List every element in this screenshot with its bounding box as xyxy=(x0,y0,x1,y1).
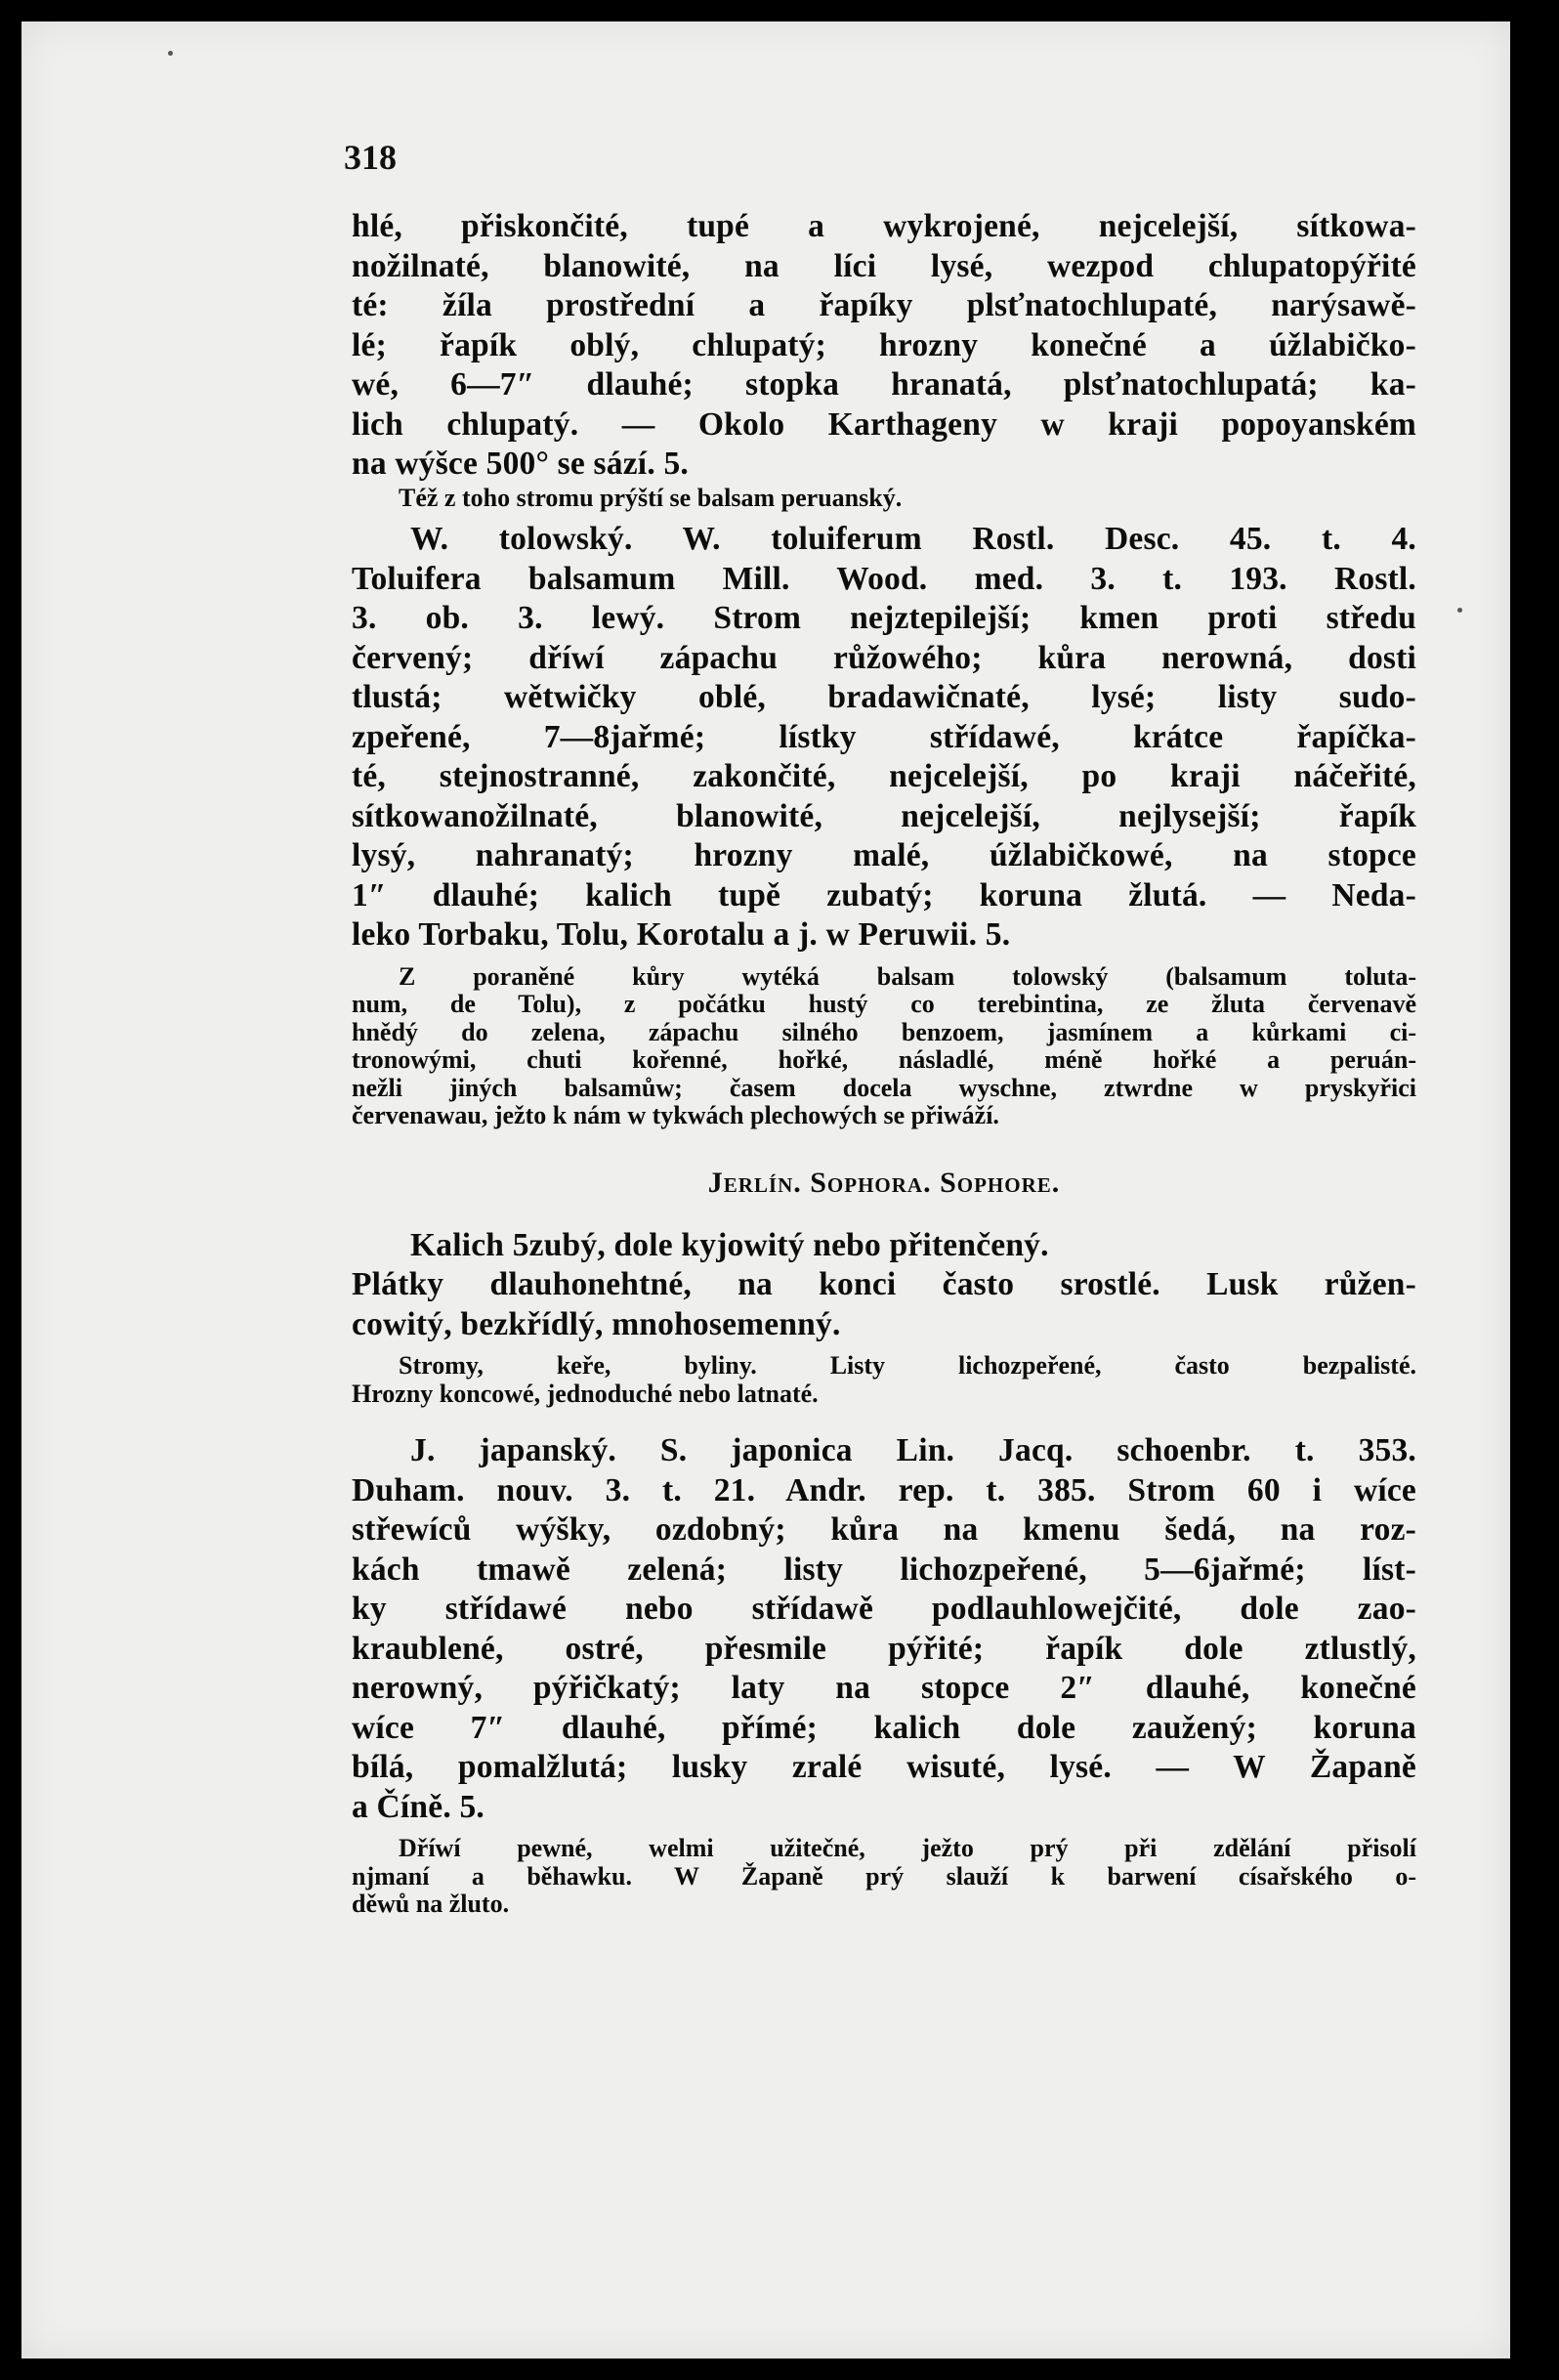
footnote-wood xyxy=(352,1835,1416,1919)
text-line: té: žíla prostřední a řapíky plsťnatochlupaté, narýsawě- xyxy=(352,287,1416,323)
text-line: lysý, nahranatý; hrozny malé, úžlabičkowé, na stopce xyxy=(352,837,1416,873)
text-line: lich chlupatý. — Okolo Karthageny w kraji popoyanském xyxy=(352,405,1416,443)
text-line: kraublené, ostré, přesmile pýřité; řapík dole ztlustlý, xyxy=(352,1630,1416,1667)
text-line: té, stejnostranné, zakončité, nejcelejší, po kraji náčeřité, xyxy=(352,758,1416,794)
text-line: cowitý, bezkřídlý, mnohosemenný. xyxy=(352,1305,841,1342)
text-line: hlé, přiskončité, tupé a wykrojené, nejcelejší, sítkowa- xyxy=(352,208,1416,244)
footnote-balsam-tolu xyxy=(352,963,1416,1130)
genus-heading: Jerlín. Sophora. Sophore. xyxy=(707,1166,1061,1199)
page-number: 318 xyxy=(344,138,397,177)
species-entry-tolu xyxy=(352,520,1416,956)
note-line: njmaní a běhawku. W Žapaně prý slauží k barwení císařského o- xyxy=(352,1861,1416,1891)
paper-speck xyxy=(1457,608,1462,613)
note-line: nežli jiných balsamůw; časem docela wyschne, ztwrdne w pryskyřici xyxy=(352,1073,1416,1102)
text-line: nerowný, pýřičkatý; laty na stopce 2″ dlauhé, konečné xyxy=(352,1670,1416,1706)
text-line: wé, 6—7″ dlauhé; stopka hranatá, plsťnatochlupatá; ka- xyxy=(352,366,1416,403)
text-line: W. tolowský. W. toluiferum Rostl. Desc. 45. t. 4. xyxy=(410,521,1416,557)
text-line: tlustá; wětwičky oblé, bradawičnaté, lysé; listy sudo- xyxy=(352,679,1416,715)
note-line: Z poraněné kůry wytéká balsam tolowský (balsamum toluta- xyxy=(399,961,1416,991)
text-line: 1″ dlauhé; kalich tupě zubatý; koruna žlutá. — Neda- xyxy=(352,876,1416,914)
species-entry-japonica xyxy=(352,1431,1416,1827)
text-line: červený; dříwí zápachu růžowého; kůra nerowná, dosti xyxy=(352,639,1416,676)
text-line: Kalich 5zubý, dole kyjowitý nebo přitenčený. xyxy=(410,1226,1049,1263)
text-line: nožilnaté, blanowité, na líci lysé, wezpod chlupatopýřité xyxy=(352,247,1416,284)
text-line: Toluifera balsamum Mill. Wood. med. 3. t. 193. Rostl. xyxy=(352,560,1416,597)
text-line: a Číně. 5. xyxy=(352,1788,485,1825)
text-line: ky střídawé nebo střídawě podlauhlowejčité, dole zao- xyxy=(352,1591,1416,1627)
note-line: červenawau, ježto k nám w tykwách plechowých se přiwáží. xyxy=(352,1101,999,1129)
text-line: sítkowanožilnaté, blanowité, nejcelejší, nejlysejší; řapík xyxy=(352,797,1416,834)
note-line: děwů na žluto. xyxy=(352,1890,510,1918)
page-text xyxy=(352,207,1416,1919)
text-line: Duham. nouv. 3. t. 21. Andr. rep. t. 385. Strom 60 i wíce xyxy=(352,1471,1416,1509)
genus-note xyxy=(352,1352,1416,1408)
text-line: J. japanský. S. japonica Lin. Jacq. schoenbr. t. 353. xyxy=(410,1432,1416,1468)
note-line: hnědý do zelena, zápachu silného benzoem, jasmínem a kůrkami ci- xyxy=(352,1017,1416,1046)
text-line: wíce 7″ dlauhé, přímé; kalich dole zaužený; koruna xyxy=(352,1709,1416,1746)
text-line: lé; řapík oblý, chlupatý; hrozny konečné a úžlabičko- xyxy=(352,326,1416,363)
text-line: Plátky dlauhonehtné, na konci často srostlé. Lusk růžen- xyxy=(352,1266,1416,1302)
note-line: Stromy, keře, byliny. Listy lichozpeřené, často bezpalisté. xyxy=(399,1351,1416,1380)
text-line: 3. ob. 3. lewý. Strom nejztepilejší; kmen proti středu xyxy=(352,600,1416,636)
genus-description xyxy=(352,1226,1416,1345)
text-line: na wýšce 500° se sází. 5. xyxy=(352,446,689,482)
text-line: bílá, pomalžlutá; lusky zralé wisuté, lysé. — W Žapaně xyxy=(352,1749,1416,1785)
paragraph-continuation xyxy=(352,207,1416,485)
text-line: leko Torbaku, Tolu, Korotalu a j. w Peruwii. 5. xyxy=(352,916,1011,953)
text-line: střewíců wýšky, ozdobný; kůra na kmenu šedá, na roz- xyxy=(352,1511,1416,1548)
text-line: zpeřené, 7—8jařmé; lístky střídawé, krátce řapíčka- xyxy=(352,718,1416,755)
note-line: Dříwí pewné, welmi užitečné, ježto prý při zdělání přisolí xyxy=(399,1834,1416,1862)
footnote-balsam-peru: Též z toho stromu prýští se balsam peruanský. xyxy=(399,483,903,512)
note-line: tronowými, chuti kořenné, hořké, násladlé, méně hořké a peruán- xyxy=(352,1045,1416,1074)
paper-speck xyxy=(168,51,173,56)
note-line: Hrozny koncowé, jednoduché nebo latnaté. xyxy=(352,1379,819,1408)
text-line: kách tmawě zelená; listy lichozpeřené, 5—6jařmé; líst- xyxy=(352,1551,1416,1588)
note-line: num, de Tolu), z počátku hustý co terebintina, ze žluta červenavě xyxy=(352,990,1416,1018)
